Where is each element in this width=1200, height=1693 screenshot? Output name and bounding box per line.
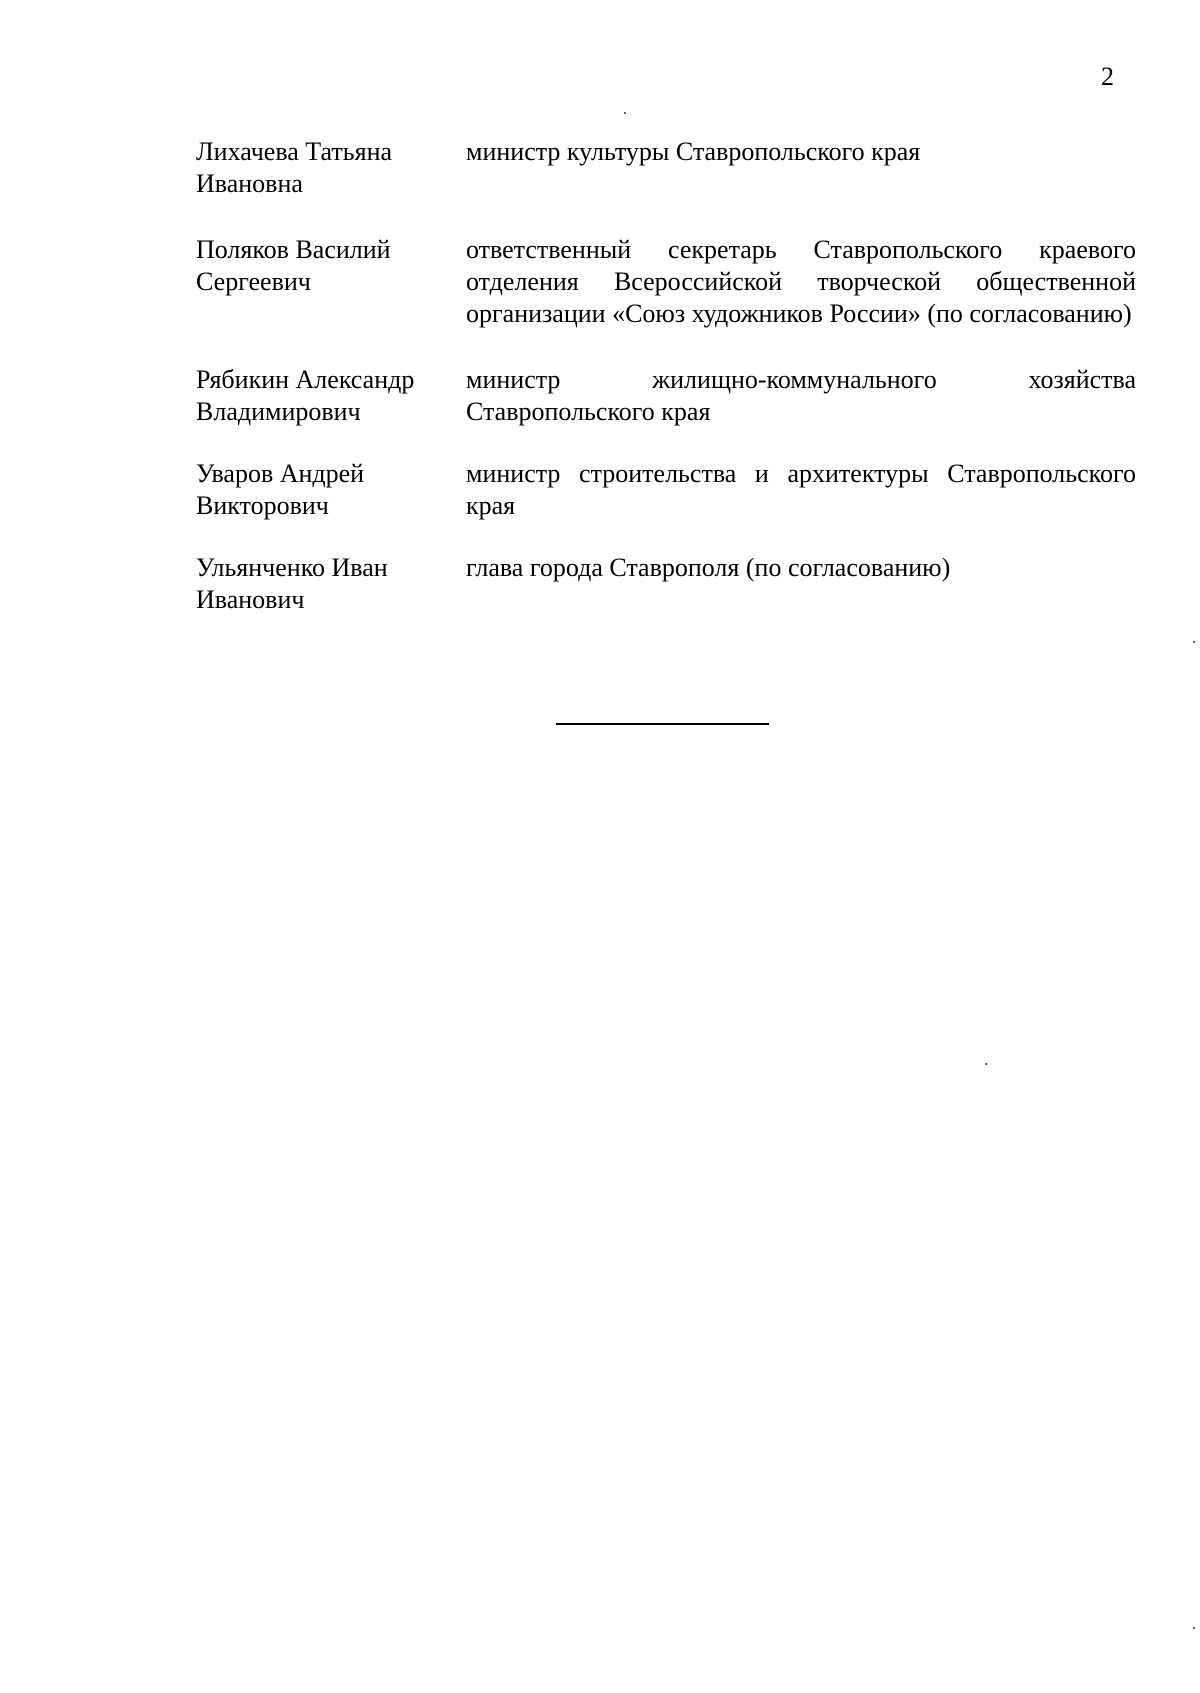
member-position: глава города Ставрополя (по согласованию) (466, 553, 951, 582)
scan-speck (1193, 641, 1195, 643)
member-row (196, 136, 1136, 200)
scan-speck (985, 1063, 987, 1065)
page-number: 2 (1101, 62, 1114, 91)
committee-member-list (196, 136, 1136, 616)
member-row (196, 552, 1136, 616)
member-name: Лихачева Татьяна Ивановна (196, 137, 393, 198)
member-row (196, 364, 1136, 428)
member-position: ответственный секретарь Ставропольского краевого отделения Всероссийской творческой общественной организации «Союз художников России» (по согласованию) (466, 235, 1136, 328)
scan-speck (1193, 1627, 1195, 1629)
closing-divider (556, 723, 769, 725)
member-position: министр строительства и архитектуры Ставропольского края (466, 459, 1136, 520)
member-position: министр культуры Ставропольского края (466, 137, 921, 166)
member-name: Уваров Андрей Викторович (196, 459, 365, 520)
member-name: Ульянченко Иван Иванович (196, 553, 388, 614)
scan-speck (624, 112, 626, 114)
member-position: министр жилищно-коммунального хозяйства Ставропольского края (466, 365, 1136, 426)
member-name: Рябикин Александр Владимирович (196, 365, 415, 426)
member-name: Поляков Василий Сергеевич (196, 235, 391, 296)
member-row (196, 458, 1136, 522)
member-row (196, 234, 1136, 330)
